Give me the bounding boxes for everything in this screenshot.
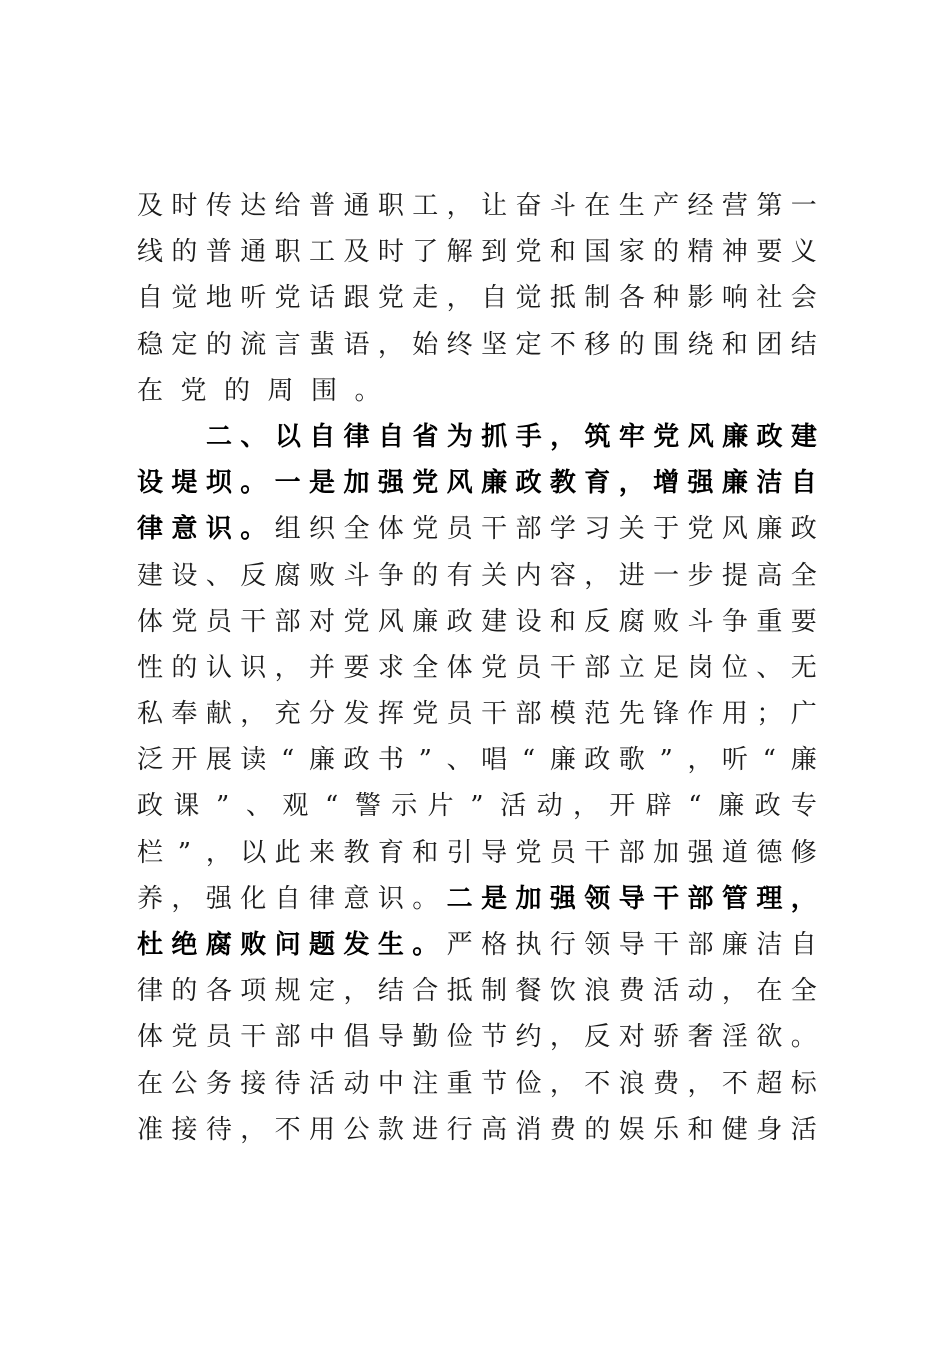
text-line: 体 党 员 干 部 中 倡 导 勤 俭 节 约 ， 反 对 骄 奢 淫 欲 。 bbox=[137, 1022, 817, 1053]
text-line: 政 课 ” 、 观 “ 警 示 片 ” 活 动 ， 开 辟 “ 廉 政 专 bbox=[137, 791, 817, 822]
text-line: 稳 定 的 流 言 蜚 语 ， 始 终 坚 定 不 移 的 围 绕 和 团 结 bbox=[137, 329, 817, 360]
text-line: 准 接 待 ， 不 用 公 款 进 行 高 消 费 的 娱 乐 和 健 身 活 bbox=[137, 1114, 817, 1145]
text-line: 私 奉 献 ， 充 分 发 挥 党 员 干 部 模 范 先 锋 作 用 ； 广 bbox=[137, 699, 817, 730]
text-line: 性 的 认 识 ， 并 要 求 全 体 党 员 干 部 立 足 岗 位 、 无 bbox=[137, 652, 817, 683]
text-line: 及 时 传 达 给 普 通 职 工 ， 让 奋 斗 在 生 产 经 营 第 一 bbox=[137, 191, 817, 221]
text-line: 在 党 的 周 围 。 bbox=[137, 375, 381, 406]
text-line: 律 的 各 项 规 定 ， 结 合 抵 制 餐 饮 浪 费 活 动 ， 在 全 bbox=[137, 976, 817, 1007]
text-line: 律 意 识 。 组 织 全 体 党 员 干 部 学 习 关 于 党 风 廉 政 bbox=[137, 514, 817, 545]
text-line: 自 觉 地 听 党 话 跟 党 走 ， 自 觉 抵 制 各 种 影 响 社 会 bbox=[137, 283, 817, 314]
text-line: 杜 绝 腐 败 问 题 发 生 。 严 格 执 行 领 导 干 部 廉 洁 自 bbox=[137, 930, 817, 960]
text-line: 泛 开 展 读 “ 廉 政 书 ” 、 唱 “ 廉 政 歌 ” ， 听 “ 廉 bbox=[137, 745, 817, 776]
text-line: 在 公 务 接 待 活 动 中 注 重 节 俭 ， 不 浪 费 ， 不 超 标 bbox=[137, 1068, 817, 1099]
text-line: 栏 ” ， 以 此 来 教 育 和 引 导 党 员 干 部 加 强 道 德 修 bbox=[137, 837, 817, 868]
text-line: 设 堤 坝 。 一 是 加 强 党 风 廉 政 教 育 ， 增 强 廉 洁 自 bbox=[137, 468, 817, 499]
text-line: 线 的 普 通 职 工 及 时 了 解 到 党 和 国 家 的 精 神 要 义 bbox=[137, 237, 817, 268]
body-text bbox=[137, 183, 817, 1153]
text-line: 建 设 、 反 腐 败 斗 争 的 有 关 内 容 ， 进 一 步 提 高 全 bbox=[137, 560, 817, 591]
text-line: 养 ， 强 化 自 律 意 识 。 二 是 加 强 领 导 干 部 管 理 ， bbox=[137, 883, 817, 914]
text-line: 体 党 员 干 部 对 党 风 廉 政 建 设 和 反 腐 败 斗 争 重 要 bbox=[137, 606, 817, 637]
text-line: 二 、 以 自 律 自 省 为 抓 手 ， 筑 牢 党 风 廉 政 建 bbox=[206, 421, 817, 452]
